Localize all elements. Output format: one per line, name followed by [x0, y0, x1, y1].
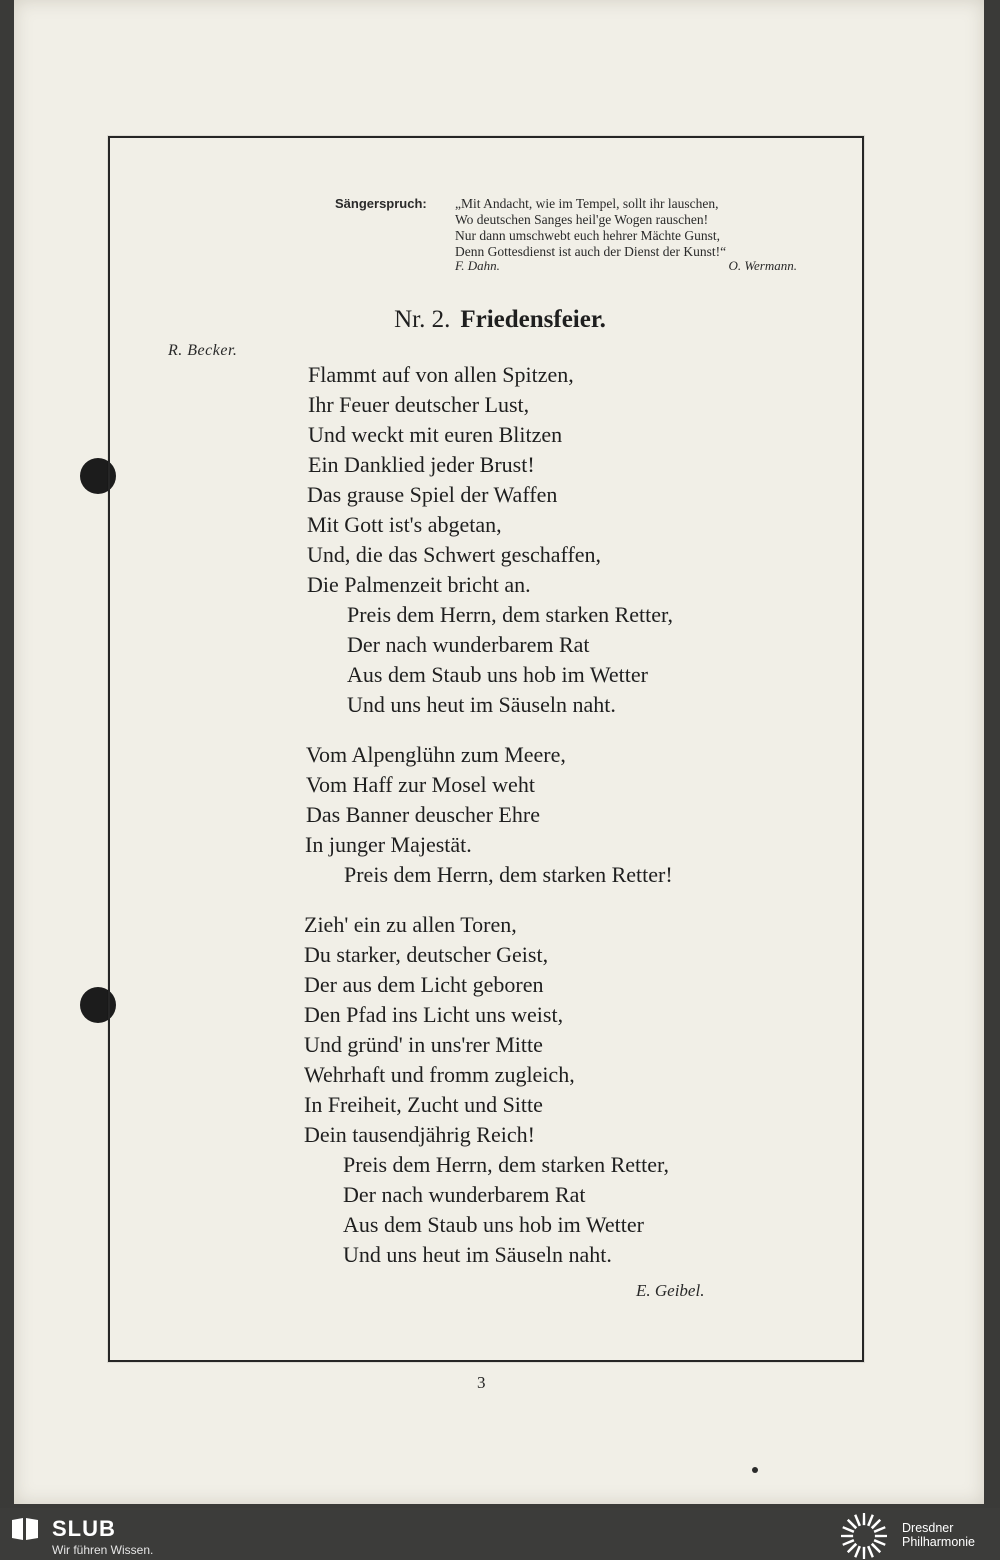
poem-line: Dein tausendjährig Reich! — [304, 1122, 535, 1147]
logo-ray — [874, 1526, 886, 1533]
poem-line: Preis dem Herrn, dem starken Retter! — [344, 862, 673, 887]
poem-line: Der aus dem Licht geboren — [304, 972, 544, 997]
poem-line: Der nach wunderbarem Rat — [347, 632, 590, 657]
logo-ray — [874, 1539, 886, 1546]
logo-ray — [854, 1546, 861, 1558]
logo-ray — [842, 1539, 854, 1546]
logo-ray — [847, 1543, 857, 1553]
poem-line: Und, die das Schwert geschaffen, — [307, 542, 602, 567]
poem-line: Der nach wunderbarem Rat — [343, 1182, 586, 1207]
motto-line: Wo deutschen Sanges heil'ge Wogen rauschen! — [455, 212, 709, 227]
book-icon — [10, 1516, 40, 1542]
logo-ray — [863, 1513, 866, 1525]
poem-line: Den Pfad ins Licht uns weist, — [304, 1002, 564, 1027]
poem-line: Zieh' ein zu allen Toren, — [304, 912, 517, 937]
logo-ray — [854, 1514, 861, 1526]
poem-line: Aus dem Staub uns hob im Wetter — [343, 1212, 644, 1237]
logo-ray — [875, 1535, 887, 1538]
poem-line: Aus dem Staub uns hob im Wetter — [347, 662, 648, 687]
poem-line: In Freiheit, Zucht und Sitte — [304, 1092, 543, 1117]
motto-lines — [455, 196, 805, 260]
poem-line: Das Banner deuscher Ehre — [306, 802, 540, 827]
partner-name-line2: Philharmonie — [902, 1535, 975, 1549]
motto-line: Denn Gottesdienst ist auch der Dienst der Kunst!“ — [455, 244, 727, 259]
song-number: Nr. 2. — [394, 306, 451, 333]
logo-ray — [847, 1519, 857, 1529]
footer-bar — [0, 1508, 1000, 1560]
library-tagline: Wir führen Wissen. — [52, 1543, 154, 1557]
logo-ray — [863, 1547, 866, 1559]
logo-ray — [841, 1535, 853, 1538]
logo-ray — [871, 1543, 881, 1553]
poem-line: Wehrhaft und fromm zugleich, — [304, 1062, 575, 1087]
poem-line: Preis dem Herrn, dem starken Retter, — [343, 1152, 669, 1177]
poem-line: Preis dem Herrn, dem starken Retter, — [347, 602, 673, 627]
motto-composer: O. Wermann. — [728, 258, 797, 273]
partner-name[interactable] — [902, 1521, 975, 1549]
poem-line: Ihr Feuer deutscher Lust, — [308, 392, 530, 417]
song-composer: R. Becker. — [168, 342, 238, 359]
poem-line: Und uns heut im Säuseln naht. — [343, 1242, 612, 1267]
poem-line: Du starker, deutscher Geist, — [304, 942, 549, 967]
poem-line: Und gründ' in uns'rer Mitte — [304, 1032, 543, 1057]
poem-line: Und weckt mit euren Blitzen — [308, 422, 563, 447]
poem-line: Vom Haff zur Mosel weht — [306, 772, 535, 797]
motto-line: Nur dann umschwebt euch hehrer Mächte Gunst, — [455, 228, 721, 243]
logo-ray — [867, 1514, 874, 1526]
poem-line: Mit Gott ist's abgetan, — [307, 512, 502, 537]
partner-name-line1: Dresdner — [902, 1521, 954, 1535]
page-number: 3 — [477, 1373, 486, 1392]
song-title — [0, 306, 1000, 334]
sunburst-logo-icon[interactable] — [840, 1512, 888, 1560]
poem-author: E. Geibel. — [636, 1281, 705, 1300]
logo-ray — [867, 1546, 874, 1558]
poem-line: Flammt auf von allen Spitzen, — [308, 362, 574, 387]
poem-line: In junger Majestät. — [305, 832, 472, 857]
song-title-text: Friedensfeier. — [460, 306, 606, 333]
poem-line: Vom Alpenglühn zum Meere, — [306, 742, 566, 767]
poem-line: Und uns heut im Säuseln naht. — [347, 692, 616, 717]
library-name[interactable]: SLUB — [52, 1516, 116, 1541]
poem-line: Das grause Spiel der Waffen — [307, 482, 558, 507]
motto-credits — [455, 258, 797, 274]
ink-dot — [752, 1467, 758, 1473]
logo-ray — [871, 1519, 881, 1529]
logo-ray — [842, 1526, 854, 1533]
motto-line: „Mit Andacht, wie im Tempel, sollt ihr lauschen, — [455, 196, 719, 211]
poem-line: Die Palmenzeit bricht an. — [307, 572, 531, 597]
motto-author: F. Dahn. — [455, 258, 500, 273]
motto-label: Sängerspruch: — [335, 196, 427, 211]
poem-line: Ein Danklied jeder Brust! — [308, 452, 535, 477]
